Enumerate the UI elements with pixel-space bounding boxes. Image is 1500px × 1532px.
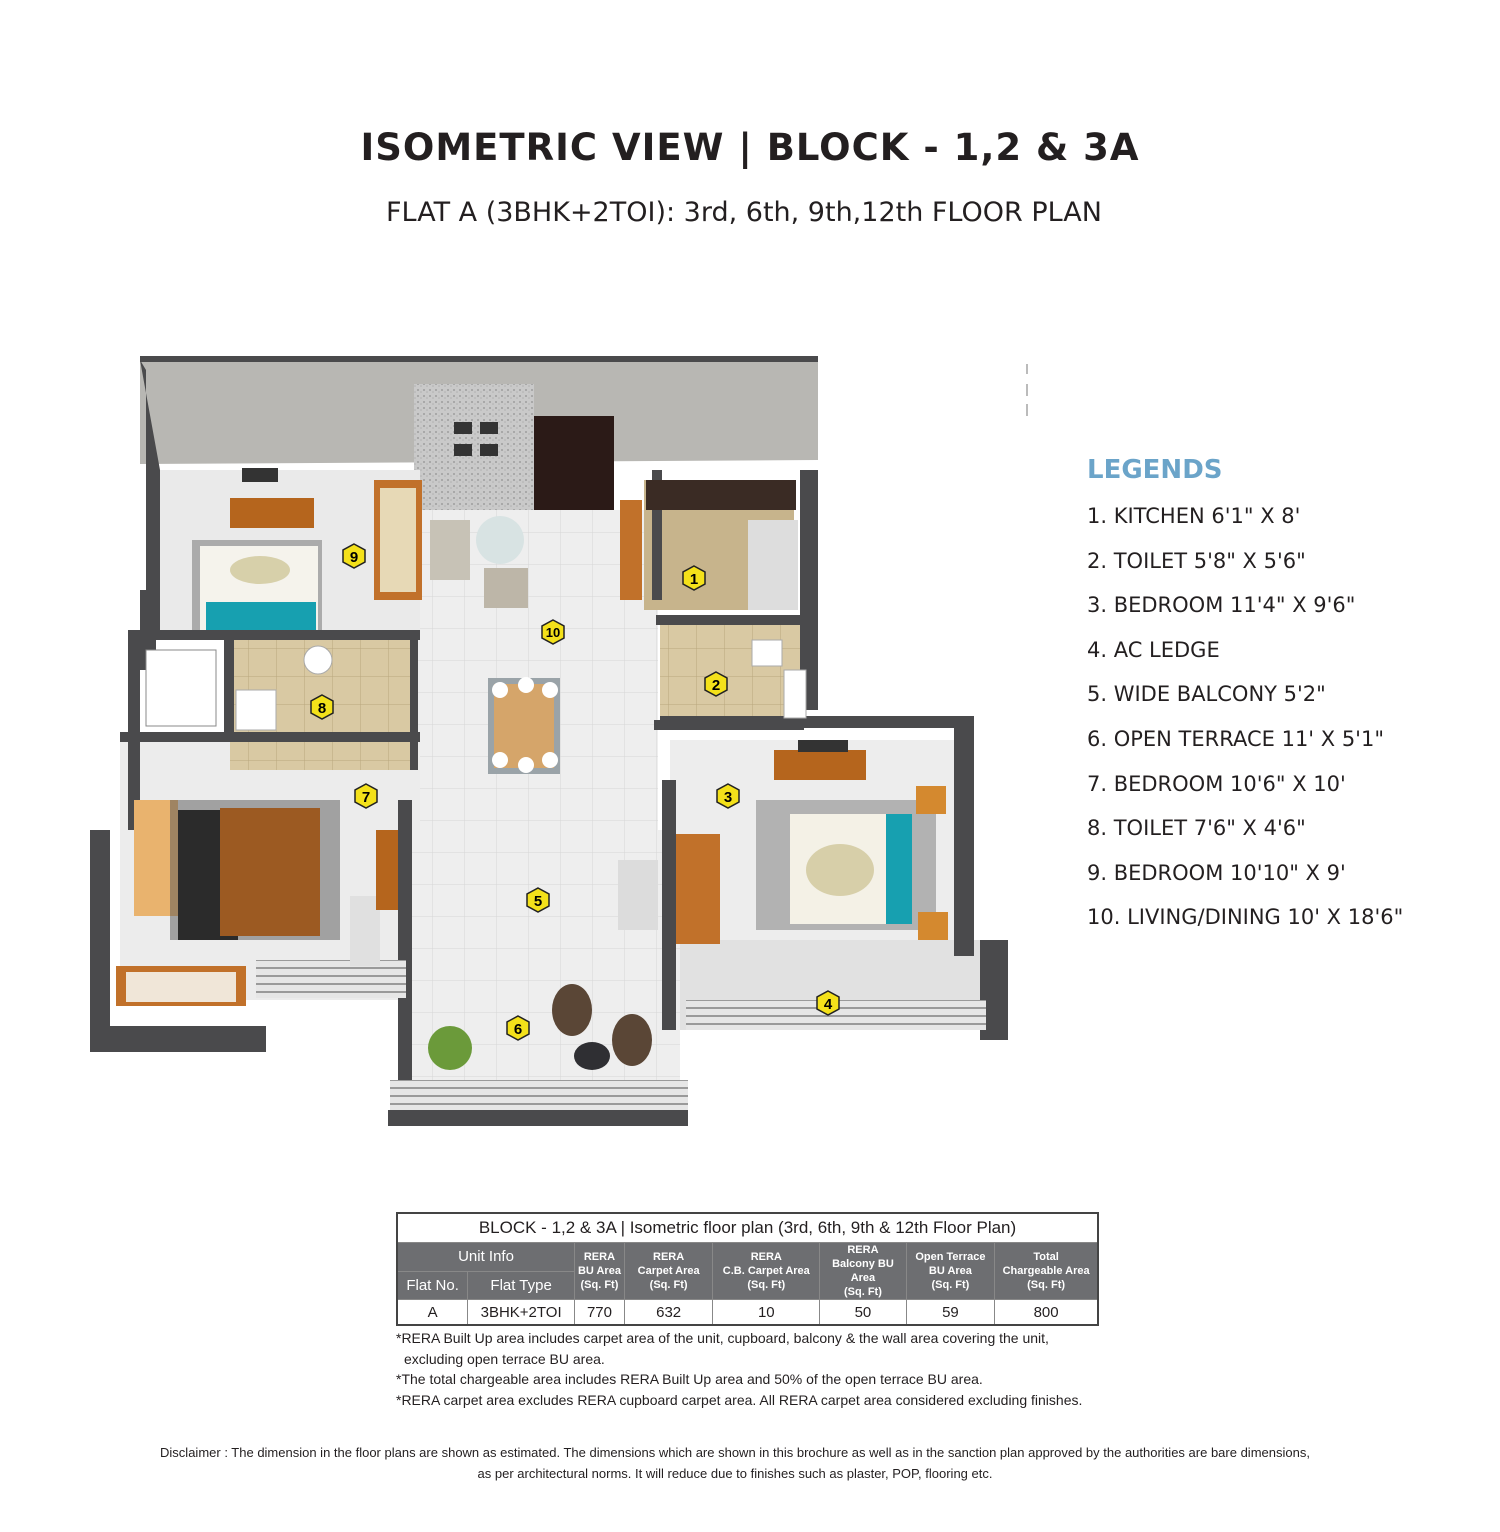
note: *RERA Built Up area includes carpet area of the unit, cupboard, balcony & the wall area covering the unit, — [396, 1330, 1049, 1346]
marker-1 — [683, 566, 705, 590]
stone-feature-wall — [414, 384, 534, 514]
page-subtitle: FLAT A (3BHK+2TOI): 3rd, 6th, 9th,12th FLOOR PLAN — [386, 197, 1102, 228]
note: *The total chargeable area includes RERA Built Up area and 50% of the open terrace BU area. — [396, 1371, 983, 1387]
note: excluding open terrace BU area. — [404, 1350, 605, 1367]
marker-label: 10 — [545, 625, 561, 640]
marker-label: 5 — [533, 893, 543, 910]
value-cell: 800 — [995, 1300, 1098, 1326]
legend-item: 5. WIDE BALCONY 5'2" — [1087, 682, 1326, 707]
marker-4 — [817, 991, 839, 1015]
flat-type-cell: 3BHK+2TOI — [468, 1300, 575, 1326]
value-cell: 632 — [624, 1300, 713, 1326]
balcony-railing — [390, 1080, 688, 1110]
marker-label: 3 — [723, 789, 733, 806]
toilet-2-floor — [660, 620, 800, 725]
marker-5 — [527, 888, 549, 912]
value-cell: 59 — [906, 1300, 995, 1326]
marker-2 — [705, 672, 727, 696]
column-header-balcony-bu: RERA Balcony BU Area (Sq. Ft) — [820, 1243, 906, 1300]
legend-item: 10. LIVING/DINING 10' X 18'6" — [1087, 905, 1404, 930]
page-title: ISOMETRIC VIEW | BLOCK - 1,2 & 3A — [360, 126, 1140, 169]
marker-7 — [355, 784, 377, 808]
wall-top — [140, 356, 818, 362]
column-header-open-terrace: Open Terrace BU Area (Sq. Ft) — [906, 1243, 995, 1300]
legend-item: 6. OPEN TERRACE 11' X 5'1" — [1087, 726, 1384, 751]
value-cell: 10 — [713, 1300, 820, 1326]
legend-item: 4. AC LEDGE — [1087, 637, 1220, 662]
table-row — [397, 1300, 1098, 1326]
marker-3 — [717, 784, 739, 808]
area-notes — [396, 1328, 1082, 1410]
column-header-total-chargeable: Total Chargeable Area (Sq. Ft) — [995, 1243, 1098, 1300]
value-cell: 50 — [820, 1300, 906, 1326]
legend-item: 1. KITCHEN 6'1" X 8' — [1087, 504, 1301, 528]
legend-item: 3. BEDROOM 11'4" X 9'6" — [1087, 593, 1356, 618]
marker-8 — [311, 695, 333, 719]
legend-item: 9. BEDROOM 10'10" X 9' — [1087, 860, 1346, 885]
flat-no-header: Flat No. — [397, 1271, 468, 1300]
isometric-floor-plan — [80, 340, 1030, 1130]
main-door — [534, 416, 614, 514]
legend-list — [1087, 500, 1403, 946]
marker-label: 6 — [513, 1021, 523, 1038]
column-header-rera-bu: RERA BU Area (Sq. Ft) — [575, 1243, 625, 1300]
marker-label: 7 — [361, 789, 371, 806]
marker-6 — [507, 1016, 529, 1040]
legend-item: 2. TOILET 5'8" X 5'6" — [1087, 548, 1306, 573]
unit-info-header: Unit Info — [397, 1243, 575, 1272]
flat-type-header: Flat Type — [468, 1271, 575, 1300]
column-header-cb-carpet: RERA C.B. Carpet Area (Sq. Ft) — [713, 1243, 820, 1300]
legend-title: LEGENDS — [1087, 455, 1223, 485]
value-cell: 770 — [575, 1300, 625, 1326]
legend-item: 8. TOILET 7'6" X 4'6" — [1087, 816, 1306, 841]
legend-item: 7. BEDROOM 10'6" X 10' — [1087, 771, 1346, 796]
column-header-rera-carpet: RERA Carpet Area (Sq. Ft) — [624, 1243, 713, 1300]
marker-label: 4 — [823, 996, 833, 1013]
marker-label: 8 — [317, 700, 327, 717]
marker-label: 2 — [711, 677, 721, 694]
flat-no-cell: A — [397, 1300, 468, 1326]
note: *RERA carpet area excludes RERA cupboard carpet area. All RERA carpet area considered excluding finishes. — [396, 1391, 1083, 1408]
disclaimer-line: as per architectural norms. It will reduce due to finishes such as plaster, POP, flooring etc. — [477, 1466, 993, 1481]
disclaimer — [80, 1442, 1390, 1484]
table-caption: BLOCK - 1,2 & 3A | Isometric floor plan (3rd, 6th, 9th & 12th Floor Plan) — [397, 1213, 1098, 1243]
marker-9 — [343, 544, 365, 568]
disclaimer-line: Disclaimer : The dimension in the floor plans are shown as estimated. The dimensions which are shown in this brochure as well as in the sanction plan approved by the authorities are bare dimensions, — [160, 1445, 1310, 1460]
marker-10 — [542, 620, 564, 644]
marker-label: 9 — [349, 549, 359, 566]
area-table — [396, 1212, 1099, 1326]
bed7-railing — [256, 960, 406, 998]
marker-label: 1 — [689, 571, 699, 588]
